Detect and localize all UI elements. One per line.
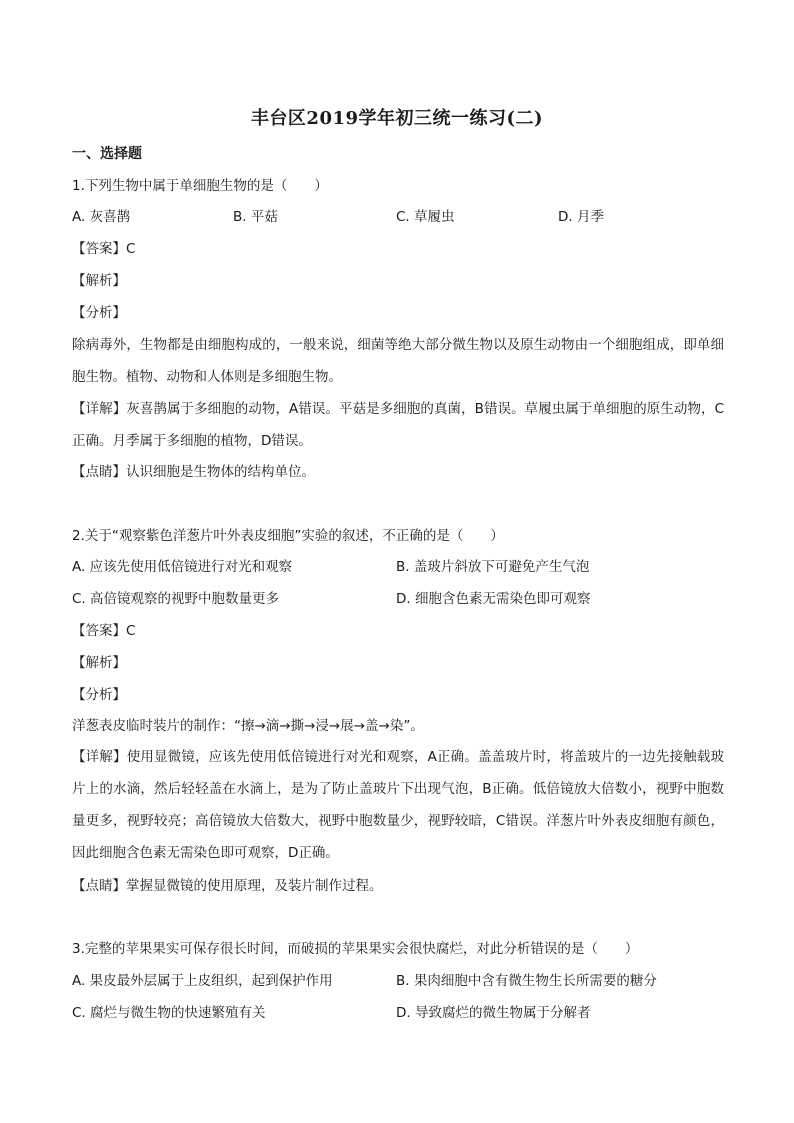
question-3-option-b: B. 果肉细胞中含有微生物生长所需要的糖分 (396, 973, 657, 989)
question-3-option-c: C. 腐烂与微生物的快速繁殖有关 (72, 1005, 266, 1021)
question-1-detail: 【详解】灰喜鹊属于多细胞的动物，A错误。平菇是多细胞的真菌，B错误。草履虫属于单细胞的原生动物，C正确。月季属于多细胞的植物，D错误。 (72, 401, 724, 449)
section-heading: 一、选择题 (72, 146, 142, 162)
question-1-point: 【点睛】认识细胞是生物体的结构单位。 (72, 464, 315, 480)
question-1-analysis: 除病毒外，生物都是由细胞构成的，一般来说，细菌等绝大部分微生物以及原生动物由一个细胞组成，即单细胞生物。植物、动物和人体则是多细胞生物。 (72, 337, 724, 385)
question-3-stem: 3.完整的苹果果实可保存很长时间，而破损的苹果果实会很快腐烂，对此分析错误的是（ ） (72, 941, 639, 957)
question-2-point: 【点睛】掌握显微镜的使用原理，及装片制作过程。 (72, 878, 383, 894)
question-2-option-d: D. 细胞含色素无需染色即可观察 (396, 591, 591, 607)
page-title: 丰台区2019学年初三统一练习(二) (250, 108, 544, 129)
question-2-option-c: C. 高倍镜观察的视野中胞数量更多 (72, 591, 280, 607)
question-1-fenxi-label: 【分析】 (72, 305, 126, 321)
question-2-jiexi-label: 【解析】 (72, 655, 126, 671)
question-2-fenxi-label: 【分析】 (72, 687, 126, 703)
question-2-detail: 【详解】使用显微镜，应该先使用低倍镜进行对光和观察，A正确。盖盖玻片时，将盖玻片的一边先接触载玻片上的水滴，然后轻轻盖在水滴上，是为了防止盖玻片下出现气泡，B正确。低倍镜放大倍数小，视野中胞数量更多，视野较亮；高倍镜放大倍数大，视野中胞数量少，视野较暗，C错误。洋葱片叶外表皮细胞有颜色，因此细胞含色素无需染色即可观察，D正确。 (72, 749, 724, 861)
question-1-option-d: D. 月季 (558, 209, 604, 225)
question-1-option-a: A. 灰喜鹊 (72, 209, 131, 225)
question-3-option-a: A. 果皮最外层属于上皮组织，起到保护作用 (72, 973, 333, 989)
question-1-option-c: C. 草履虫 (396, 209, 455, 225)
question-2-stem: 2.关于“观察紫色洋葱片叶外表皮细胞”实验的叙述，不正确的是（ ） (72, 528, 504, 544)
question-2-answer: 【答案】C (72, 623, 136, 639)
question-1-stem: 1.下列生物中属于单细胞生物的是（ ） (72, 178, 328, 194)
question-1-answer: 【答案】C (72, 241, 136, 257)
question-2-option-b: B. 盖玻片斜放下可避免产生气泡 (396, 559, 590, 575)
question-1-jiexi-label: 【解析】 (72, 273, 126, 289)
question-3-option-d: D. 导致腐烂的微生物属于分解者 (396, 1005, 591, 1021)
question-2-option-a: A. 应该先使用低倍镜进行对光和观察 (72, 559, 293, 575)
question-1-option-b: B. 平菇 (233, 209, 278, 225)
question-2-analysis: 洋葱表皮临时装片的制作：“擦→滴→撕→浸→展→盖→染”。 (72, 718, 424, 734)
